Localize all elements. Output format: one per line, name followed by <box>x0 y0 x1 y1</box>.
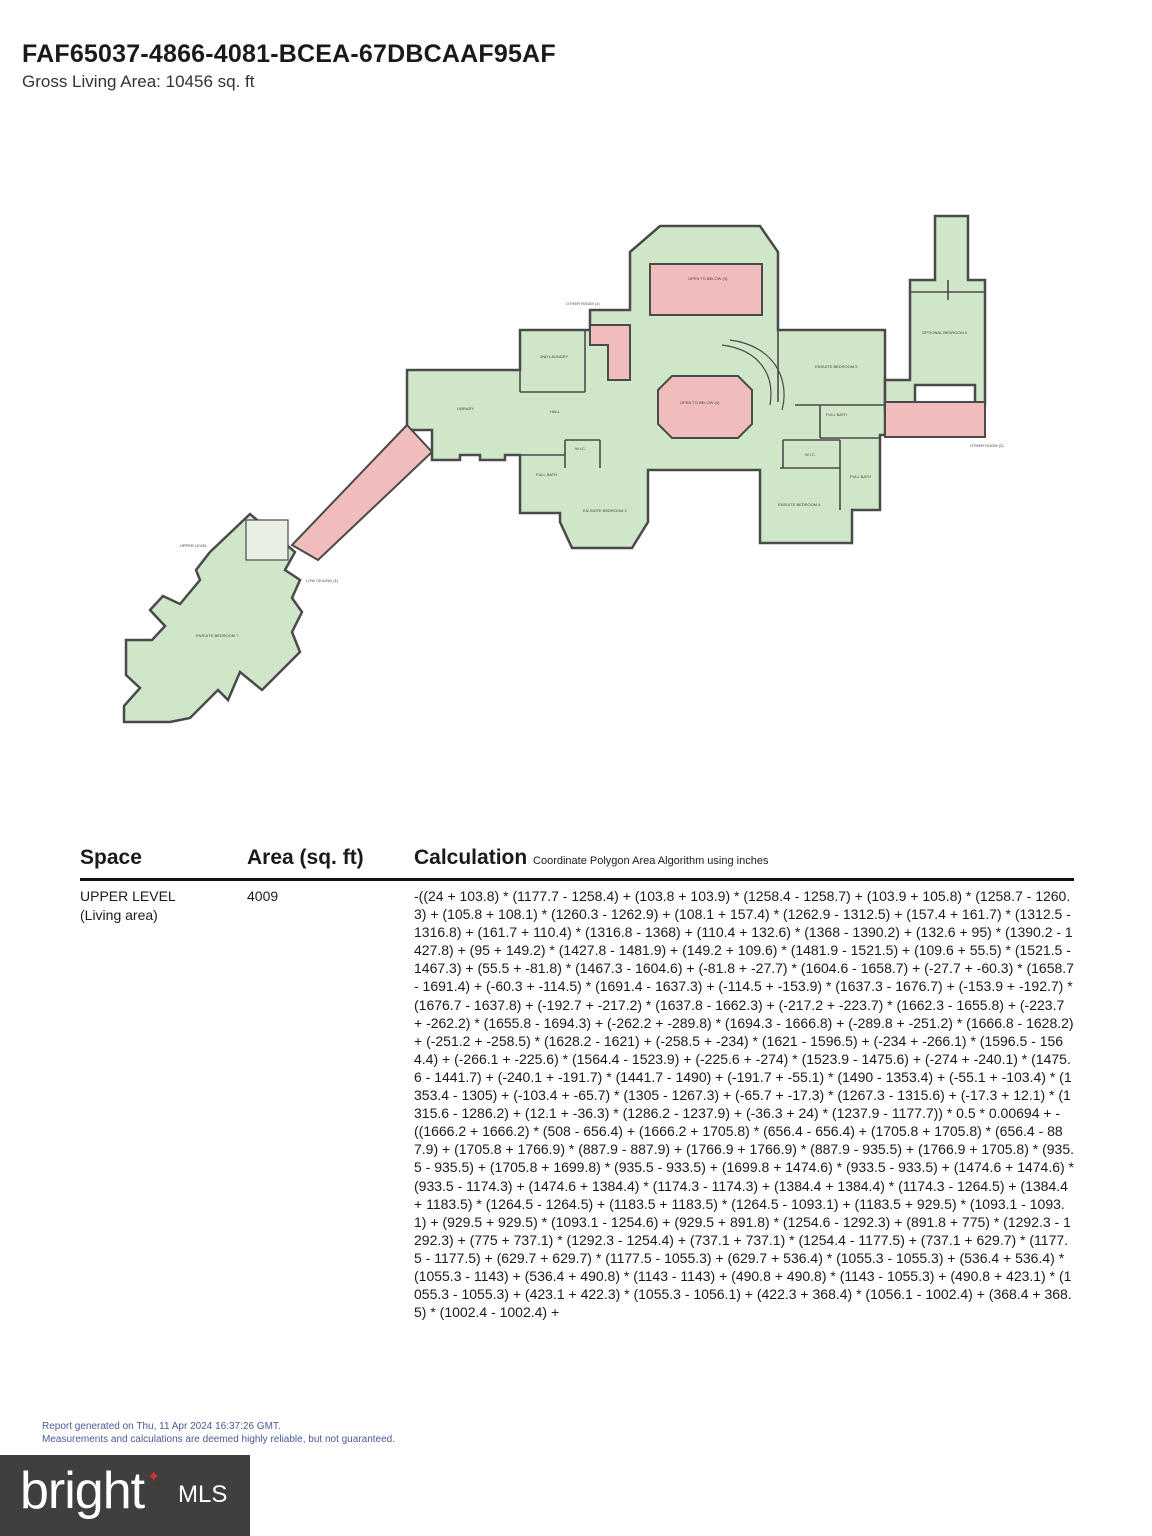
room-label: FULL BATH <box>826 412 848 417</box>
bedroom-6-block <box>885 216 985 410</box>
room-label: OPEN TO BELOW (3) <box>688 276 728 281</box>
room-label: OTHER ROOM (1) <box>566 301 600 306</box>
gross-living-area: Gross Living Area: 10456 sq. ft <box>22 72 255 91</box>
logo-star-icon: ✦ <box>147 1469 161 1486</box>
logo-wordmark: bright <box>20 1462 145 1520</box>
room-label: OPEN TO BELOW (4) <box>680 400 720 405</box>
room-label: LIBRARY <box>457 406 475 411</box>
room-label: ENSUITE BEDROOM 7 <box>196 633 239 638</box>
room-label: OTHER ROOM (2) <box>970 443 1004 448</box>
room-label: HALL <box>550 409 561 414</box>
report-footer <box>42 1420 395 1446</box>
area-table <box>80 846 1074 1393</box>
room-label: ENSUITE BEDROOM 4 <box>778 502 821 507</box>
room-label: FULL BATH <box>850 474 872 479</box>
header-area: Area (sq. ft) <box>247 846 364 869</box>
room-label: UPPER LEVEL <box>180 543 208 548</box>
open-to-below-3 <box>650 264 762 315</box>
room-label: EN-SUITE BEDROOM 3 <box>583 508 627 513</box>
room-label: 2ND LAUNDRY <box>540 354 569 359</box>
room-label: W.I.C. <box>575 446 586 451</box>
main-living-area <box>407 226 885 548</box>
disclaimer: Measurements and calculations are deemed highly reliable, but not guaranteed. <box>42 1434 395 1445</box>
floor-plan <box>0 200 1152 760</box>
room-label: ENSUITE BEDROOM 5 <box>815 364 858 369</box>
bright-mls-logo <box>0 1455 250 1536</box>
calculation-cell: -((24 + 103.8) * (1177.7 - 1258.4) + (103.8 + 103.9) * (1258.4 - 1258.7) + (103.9 + 105.8) * (1258.7 - 1260.3) + (105.8 + 108.1) * (1260.3 - 1262.9) + (108.1 + 157.4) * (1262.9 - 1312.5) + (157.4 + 161.7) * (1312.5 - 1316.8) + (161.7 + 110.4) * (1316.8 - 1368) + (110.4 + 132.6) * (1368 - 1390.2) + (132.6 + 95) * (1390.2 - 1427.8) + (95 + 149.2) * (1427.8 - 1481.9) + (149.2 + 109.6) * (1481.9 - 1521.5) + (109.6 + 55.5) * (1521.5 - 1467.3) + (55.5 + -81.8) * (1467.3 - 1604.6) + (-81.8 + -27.7) * (1604.6 - 1658.7) + (-27.7 + -60.3) * (1658.7 - 1691.4) + (-60.3 + -114.5) * (1691.4 - 1637.3) + (-114.5 + -153.9) * (1637.3 - 1676.7) + (-153.9 + -192.7) * (1676.7 - 1637.8) + (-192.7 + -217.2) * (1637.8 - 1662.3) + (-217.2 + -223.7) * (1662.3 - 1655.8) + (-223.7 + -262.2) * (1655.8 - 1694.3) + (-262.2 + -289.8) * (1694.3 - 1666.8) + (-289.8 + -251.2) * (1666.8 - 1628.2) + (-251.2 + -258.5) * (1628.2 - 1621) + (-258.5 + -234) * (1621 - 1596.5) + (-234 + -266.1) * (1596.5 - 1564.4) + (-266.1 + -225.6) * (1564.4 - 1523.9) + (-225.6 + -274) * (1523.9 - 1475.6) + (-274 + -240.1) * (1475.6 - 1441.7) + (-240.1 + -191.7) * (1441.7 - 1490) + (-191.7 + -55.1) * (1490 - 1353.4) + (-55.1 + -103.4) * (1353.4 - 1305) + (-103.4 + -65.7) * (1305 - 1267.3) + (-65.7 + -17.3) * (1267.3 - 1315.6) + (-17.3 + 12.1) * (1315.6 - 1286.2) + (12.1 + -36.3) * (1286.2 - 1237.9) + (-36.3 + 24) * (1237.9 - 1177.7)) * 0.5 * 0.00694 + -((1666.2 + 1666.2) * (508 - 656.4) + (1666.2 + 1705.8) * (656.4 - 656.4) + (1705.8 + 1705.8) * (656.4 - 887.9) + (1705.8 + 1766.9) * (887.9 - 887.9) + (1766.9 + 1766.9) * (887.9 - 935.5) + (1766.9 + 1705.8) * (935.5 - 935.5) + (1705.8 + 1699.8) * (935.5 - 933.5) + (1699.8 + 1474.6) * (933.5 - 933.5) + (1474.6 + 1474.6) * (933.5 - 1174.3) + (1474.6 + 1384.4) * (1174.3 - 1174.3) + (1384.4 + 1384.4) * (1174.3 - 1264.5) + (1384.4 + 1183.5) * (1264.5 - 1264.5) + (1183.5 + 1183.5) * (1264.5 - 1093.1) + (1183.5 + 929.5) * (1093.1 - 1093.1) + (929.5 + 929.5) * (1093.1 - 1254.6) + (929.5 + 891.8) * (1254.6 - 1292.3) + (891.8 + 775) * (1292.3 - 1292.3) + (775 + 737.1) * (1292.3 - 1254.4) + (737.1 + 737.1) * (1254.4 - 1177.5) + (737.1 + 629.7) * (1177.5 - 1177.5) + (629.7 + 629.7) * (1177.5 - 1055.3) + (629.7 + 536.4) * (1055.3 - 1055.3) + (536.4 + 536.4) * (1055.3 - 1143) + (536.4 + 490.8) * (1143 - 1143) + (490.8 + 490.8) * (1143 - 1055.3) + (490.8 + 423.1) * (1055.3 - 1055.3) + (423.1 + 422.3) * (1055.3 - 1056.1) + (422.3 + 368.4) * (1056.1 - 1002.4) + (368.4 + 368.5) * (1002.4 - 1002.4) + <box>414 888 1074 1321</box>
report-generated: Report generated on Thu, 11 Apr 2024 16:37:26 GMT. <box>42 1421 281 1432</box>
other-room-2 <box>885 402 985 437</box>
room-label: FULL BATH <box>536 472 558 477</box>
header-calculation: Calculation <box>414 846 528 869</box>
space-cell <box>80 887 230 925</box>
low-ceiling-bridge <box>292 425 432 560</box>
area-cell: 4009 <box>247 888 279 904</box>
header-space: Space <box>80 846 142 869</box>
room-label: OPTIONAL BEDROOM 6 <box>922 330 968 335</box>
header-calculation-note: Coordinate Polygon Area Algorithm using inches <box>533 855 769 867</box>
room-label: LOW CEILING (1) <box>306 578 339 583</box>
space-name: UPPER LEVEL <box>80 888 176 904</box>
room-label: W.I.C. <box>805 452 816 457</box>
logo-mls: MLS <box>178 1481 228 1508</box>
page-title: FAF65037-4866-4081-BCEA-67DBCAAF95AF <box>22 40 556 68</box>
table-row <box>80 881 1074 1393</box>
table-header <box>80 846 1074 881</box>
open-to-below-4 <box>658 376 752 438</box>
space-type: (Living area) <box>80 907 158 923</box>
